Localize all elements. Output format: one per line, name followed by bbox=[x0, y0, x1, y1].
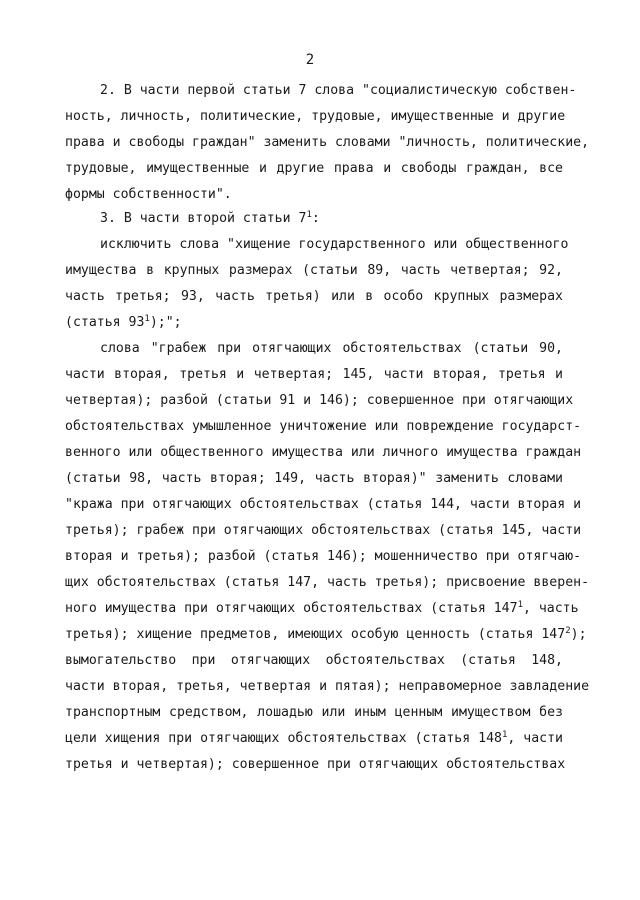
text-line bbox=[65, 600, 579, 618]
text-line: 2. В части первой статьи 7 слова "социалистическую собствен- bbox=[100, 83, 577, 98]
text-line: транспортным средством, лошадью или иным ценным имуществом без bbox=[65, 705, 563, 720]
text-line: слова "грабеж при отягчающих обстоятельствах (статьи 90, bbox=[100, 341, 563, 356]
text-line: ность, личность, политические, трудовые, имущественные и другие bbox=[65, 109, 566, 124]
line-tail: );"; bbox=[149, 315, 182, 330]
text-line bbox=[65, 314, 563, 332]
text-line: вымогательство при отягчающих обстоятельствах (статья 148, bbox=[65, 653, 563, 668]
text-line: имущества в крупных размерах (статьи 89, часть четвертая; 92, bbox=[65, 263, 563, 278]
text-line: третья); грабеж при отягчающих обстоятельствах (статья 145, части bbox=[65, 523, 582, 538]
text-line bbox=[65, 730, 563, 748]
line-tail: , части bbox=[507, 731, 563, 746]
line-text: 3. В части второй статьи 7 bbox=[100, 211, 307, 226]
text-line: щих обстоятельствах (статья 147, часть третья); присвоение вверен- bbox=[65, 575, 590, 590]
text-line: обстоятельствах умышленное уничтожение или повреждение государст- bbox=[65, 419, 582, 434]
line-tail: : bbox=[311, 211, 320, 226]
superscript: 1 bbox=[144, 314, 150, 324]
text-line: трудовые, имущественные и другие права и свободы граждан, все bbox=[65, 161, 563, 176]
line-tail: ); bbox=[570, 627, 587, 642]
line-text: цели хищения при отягчающих обстоятельствах (статья 148 bbox=[65, 731, 502, 746]
superscript: 2 bbox=[565, 626, 571, 636]
text-line: четвертая); разбой (статьи 91 и 146); совершенное при отягчающих bbox=[65, 393, 574, 408]
text-line bbox=[100, 210, 563, 228]
superscript: 1 bbox=[517, 600, 523, 610]
line-text: третья); хищение предметов, имеющих особую ценность (статья 147 bbox=[65, 627, 566, 642]
line-text: ного имущества при отягчающих обстоятельствах (статья 147 bbox=[65, 601, 518, 616]
superscript: 1 bbox=[306, 210, 312, 220]
text-line: исключить слова "хищение государственного или общественного bbox=[100, 237, 569, 252]
text-line: (статьи 98, часть вторая; 149, часть вторая)" заменить словами bbox=[65, 471, 563, 486]
page-number: 2 bbox=[305, 52, 315, 68]
text-line: венного или общественного имущества или личного имущества граждан bbox=[65, 445, 582, 460]
line-text: (статья 93 bbox=[65, 315, 145, 330]
text-line: части вторая, третья, четвертая и пятая); неправомерное завладение bbox=[65, 679, 590, 694]
text-line: третья и четвертая); совершенное при отягчающих обстоятельствах bbox=[65, 757, 566, 772]
text-line: формы собственности". bbox=[65, 187, 232, 202]
text-line: части вторая, третья и четвертая; 145, части вторая, третья и bbox=[65, 367, 563, 382]
text-line: права и свободы граждан" заменить словами "личность, политические, bbox=[65, 135, 590, 150]
line-tail: , часть bbox=[522, 601, 579, 616]
superscript: 1 bbox=[501, 730, 508, 740]
text-line bbox=[65, 626, 587, 644]
text-line: часть третья; 93, часть третья) или в особо крупных размерах bbox=[65, 289, 563, 304]
text-line: "кража при отягчающих обстоятельствах (статья 144, части вторая и bbox=[65, 497, 582, 512]
text-line: вторая и третья); разбой (статья 146); мошенничество при отягчаю- bbox=[65, 549, 582, 564]
